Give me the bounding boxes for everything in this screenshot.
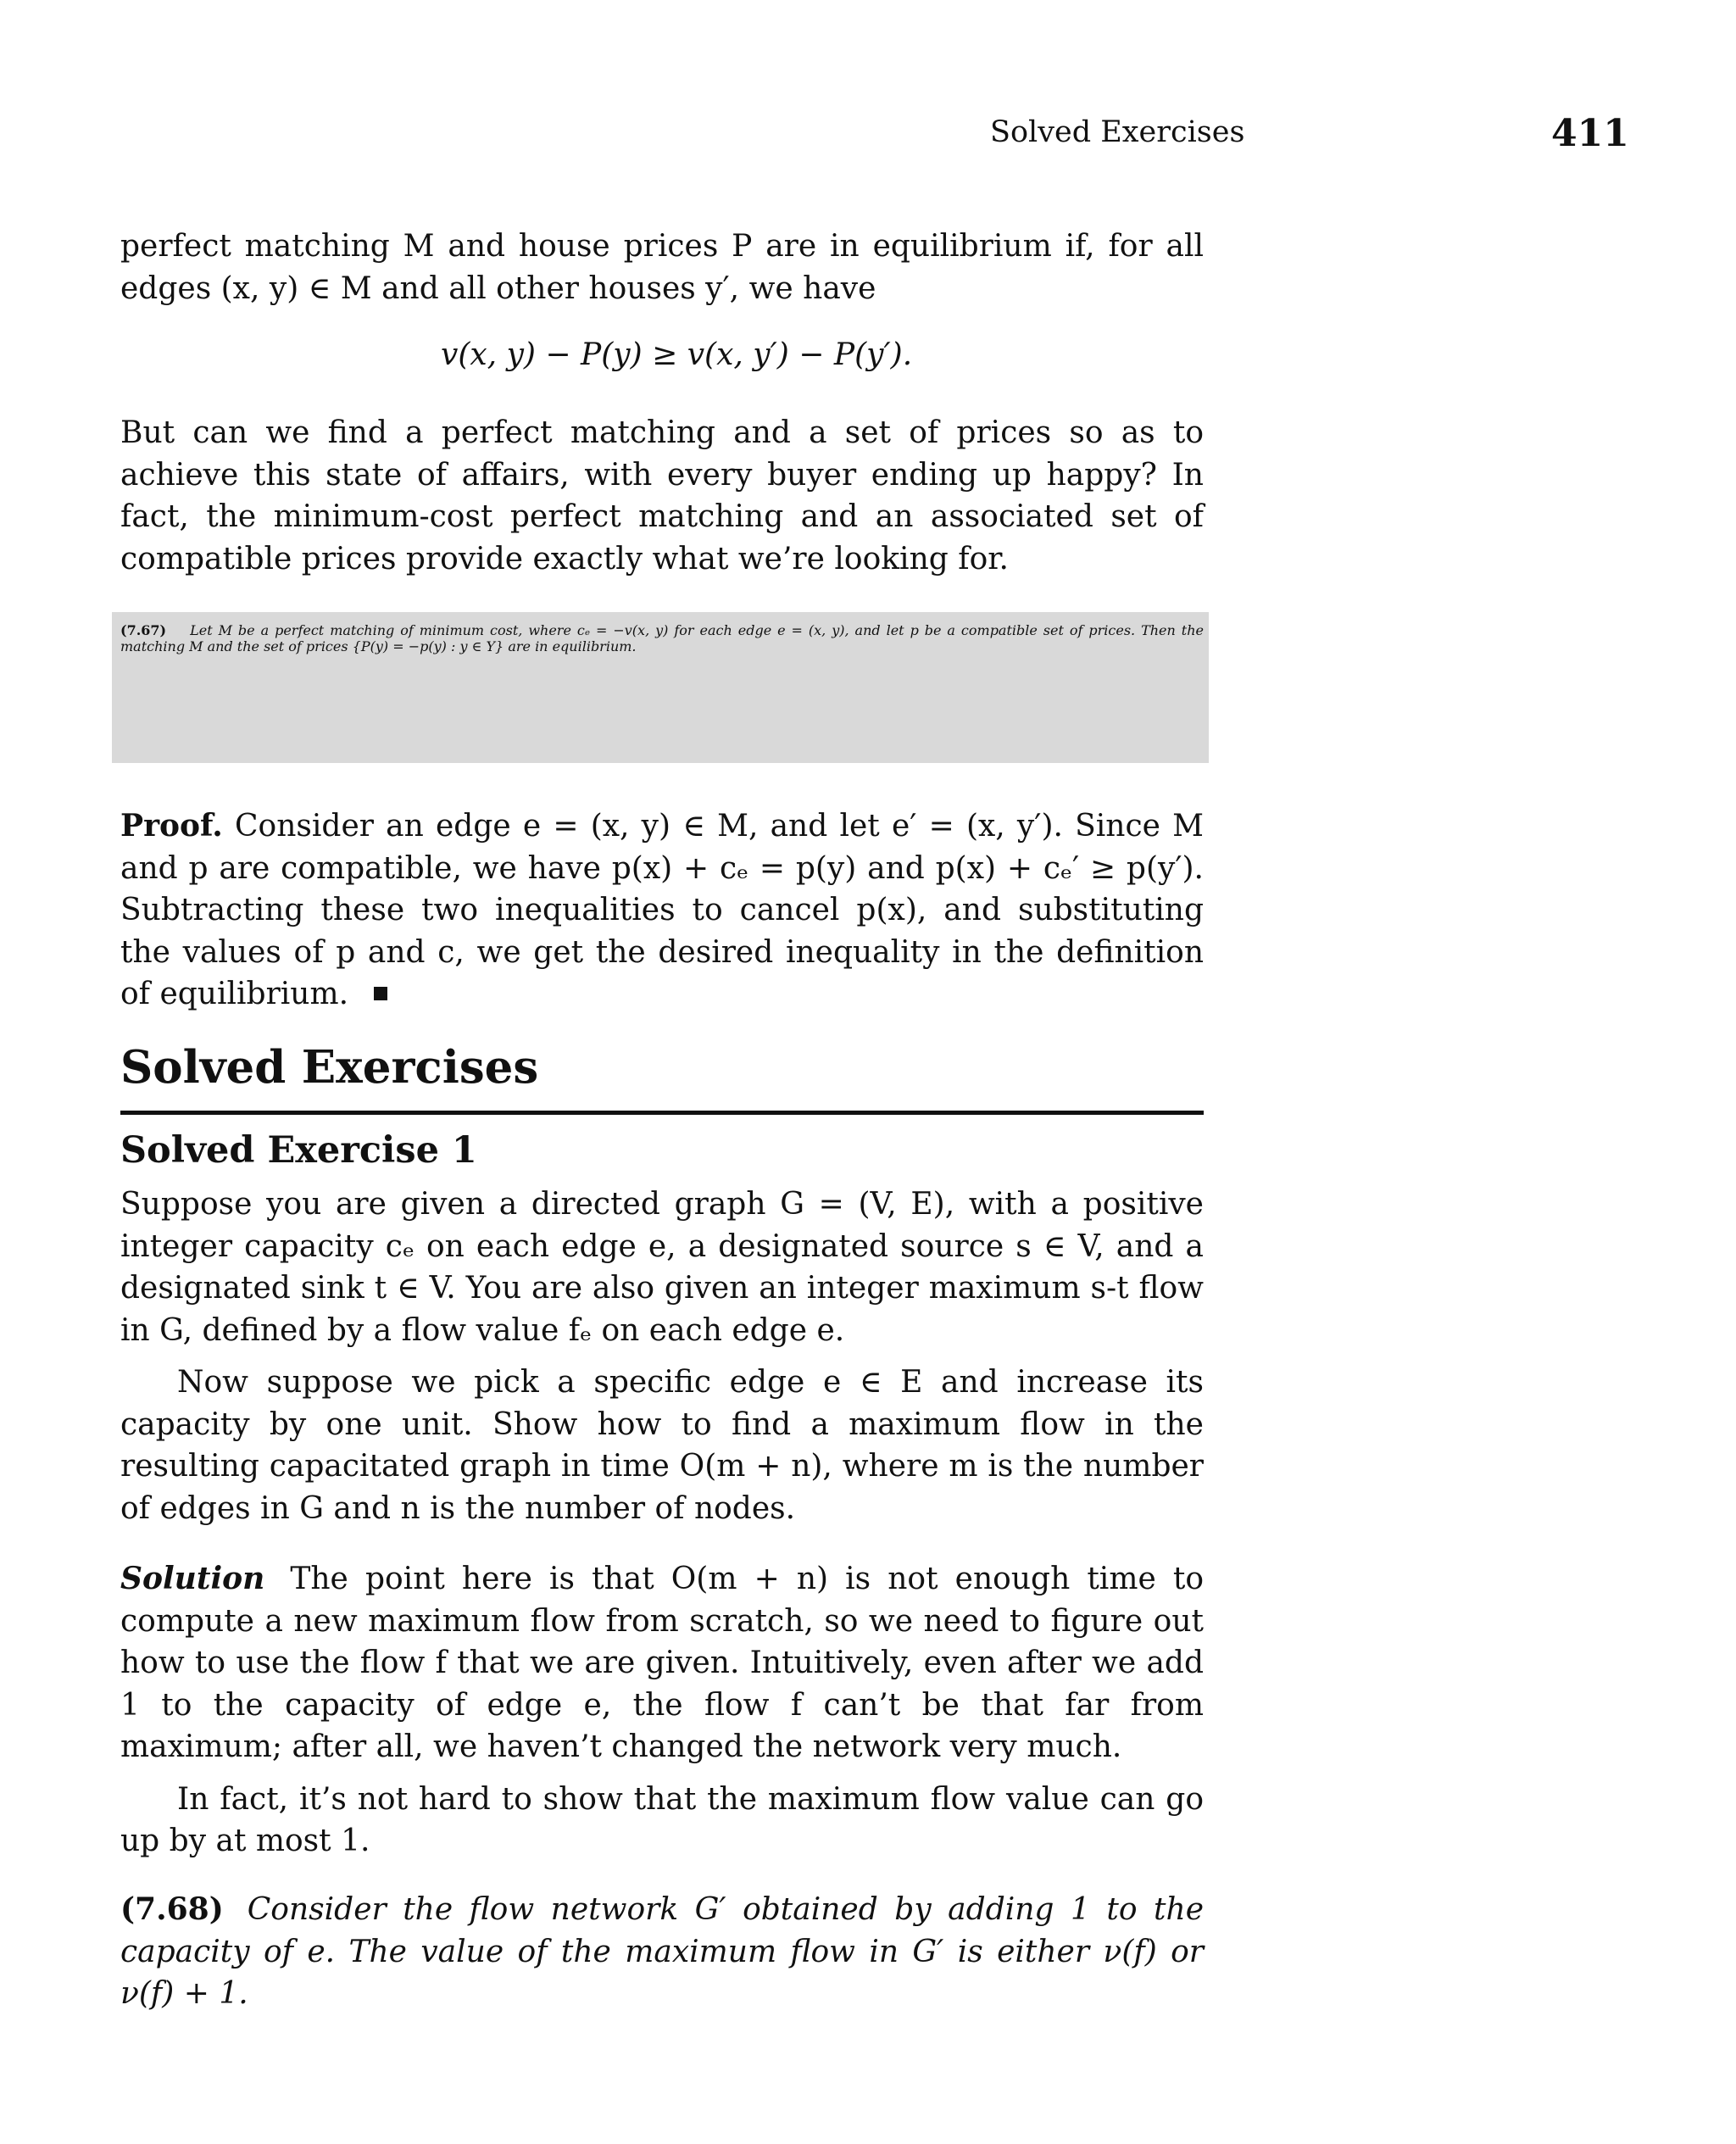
- solution-paragraph-1: [120, 1558, 1204, 1768]
- solution-label: Solution: [120, 1561, 265, 1596]
- exercise-paragraph-1: Suppose you are given a directed graph G = (V, E), with a positive integer capacity cₑ on each edge e, a designated source s ∈ V, and a designated sink t ∈ V. You are also given an integer maximum s-t flow in G, defined by a flow value fₑ on each edge e.: [120, 1187, 1204, 1348]
- proof-block: [120, 805, 1204, 1016]
- exercise-block: [120, 1183, 1204, 1529]
- intro-paragraph: perfect matching M and house prices P are in equilibrium if, for all edges (x, y) ∈ M and all other houses y′, we have: [120, 229, 1204, 306]
- equilibrium-equation: v(x, y) − P(y) ≥ v(x, y′) − P(y′).: [441, 337, 913, 372]
- subsection-title: Solved Exercise 1: [120, 1129, 477, 1172]
- claim-block: [120, 1889, 1204, 2015]
- section-title: Solved Exercises: [120, 1041, 539, 1094]
- claim-text: Consider the flow network G′ obtained by adding 1 to the capacity of e. The value of the maximum flow in G′ is either ν(f) or ν(f) + 1.: [120, 1892, 1204, 2011]
- intro-block-2: [120, 412, 1204, 580]
- page-number: 411: [1551, 112, 1629, 155]
- claim-statement: [120, 1889, 1204, 2015]
- theorem-label: (7.67): [120, 622, 167, 638]
- section-rule: [120, 1111, 1204, 1115]
- theorem-box: [112, 612, 1209, 763]
- intro-paragraph-2: But can we find a perfect matching and a set of prices so as to achieve this state of affairs, with every buyer ending up happy? In fact, the minimum-cost perfect matching and an associated set of compatible prices provide exactly what we’re looking for.: [120, 415, 1204, 576]
- intro-block: [120, 226, 1204, 309]
- solution-paragraph-2: In fact, it’s not hard to show that the maximum flow value can go up by at most 1.: [120, 1781, 1204, 1858]
- theorem-statement: [120, 622, 1204, 654]
- proof-label: Proof.: [120, 808, 223, 844]
- theorem-text: Let M be a perfect matching of minimum cost, where cₑ = −v(x, y) for each edge e = (x, y), and let p be a compatible set of prices. Then the matching M and the set of prices {P(y) = −p(y) : y ∈ Y} are in equilibrium.: [120, 622, 1204, 654]
- exercise-paragraph-2: Now suppose we pick a specific edge e ∈ E and increase its capacity by one unit. Show how to find a maximum flow in the resulting capacitated graph in time O(m + n), where m is the number of edges in G and n is the number of nodes.: [120, 1365, 1204, 1526]
- proof-text: Consider an edge e = (x, y) ∈ M, and let e′ = (x, y′). Since M and p are compatible, we have p(x) + cₑ = p(y) and p(x) + cₑ′ ≥ p(y′). Subtracting these two inequalities to cancel p(x), and substituting the values of p and c, we get the desired inequality in the definition of equilibrium.: [120, 809, 1205, 1011]
- solution-block: [120, 1558, 1204, 1863]
- solution-text: The point here is that O(m + n) is not enough time to compute a new maximum flow from scratch, so we need to figure out how to use the flow f that we are given. Intuitively, even after we add 1 to the capacity of edge e, the flow f can’t be that far from maximum; after all, we haven’t changed the network very much.: [120, 1562, 1204, 1764]
- claim-label: (7.68): [120, 1891, 224, 1927]
- running-head: Solved Exercises: [990, 115, 1245, 149]
- proof-paragraph: [120, 805, 1204, 1016]
- qed-square-icon: [374, 987, 387, 1000]
